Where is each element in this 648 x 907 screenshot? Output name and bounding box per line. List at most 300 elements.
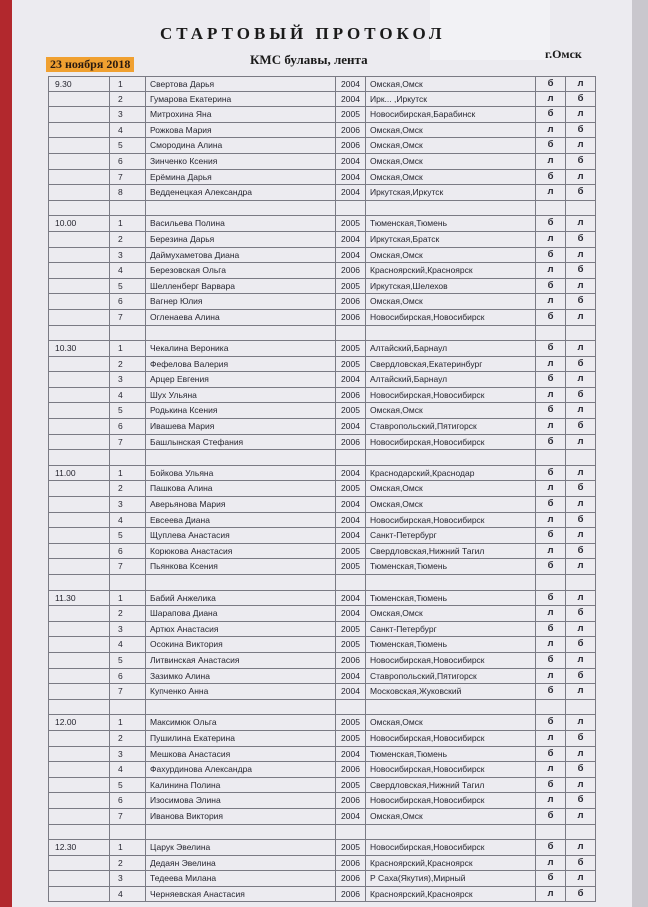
apparatus-order-2: б [566,294,596,309]
birth-year: 2006 [336,856,366,871]
sheet-shadow-edge [632,0,648,907]
empty-cell [146,700,336,715]
start-time [48,637,110,652]
table-row [48,793,596,809]
birth-year: 2006 [336,871,366,886]
birth-year: 2004 [336,684,366,699]
start-time [48,138,110,153]
birth-year: 2005 [336,622,366,637]
start-time [48,403,110,418]
apparatus-order-2: б [566,669,596,684]
birth-year: 2005 [336,216,366,231]
start-time [48,310,110,325]
start-number: 3 [110,497,146,512]
apparatus-order-1: л [536,154,566,169]
start-time [48,294,110,309]
athlete-region: Иркутская,Иркутск [366,185,536,200]
start-number: 4 [110,762,146,777]
start-number: 2 [110,606,146,621]
start-number: 2 [110,92,146,107]
empty-cell [146,201,336,216]
athlete-name: Шелленберг Варвара [146,279,336,294]
table-row [48,591,596,607]
apparatus-order-2: л [566,466,596,481]
table-row [48,637,596,653]
start-number: 7 [110,684,146,699]
apparatus-order-1: л [536,294,566,309]
start-number: 5 [110,279,146,294]
start-number: 4 [110,637,146,652]
start-number: 3 [110,248,146,263]
table-row [48,76,596,92]
start-time: 10.30 [48,341,110,356]
athlete-name: Аверьянова Мария [146,497,336,512]
athlete-name: Рожкова Мария [146,123,336,138]
apparatus-order-2: л [566,840,596,855]
athlete-region: Новосибирская,Барабинск [366,107,536,122]
start-number: 4 [110,123,146,138]
athlete-name: Васильева Полина [146,216,336,231]
table-row [48,92,596,108]
apparatus-order-2: л [566,216,596,231]
birth-year: 2006 [336,310,366,325]
empty-cell [48,450,110,465]
start-number: 3 [110,107,146,122]
start-number: 7 [110,435,146,450]
birth-year: 2005 [336,341,366,356]
start-time [48,747,110,762]
empty-cell [536,326,566,341]
athlete-region: Омская,Омск [366,481,536,496]
apparatus-order-1: л [536,887,566,902]
table-row [48,871,596,887]
apparatus-order-2: л [566,528,596,543]
start-time: 10.00 [48,216,110,231]
table-row [48,294,596,310]
athlete-region: Тюменская,Тюмень [366,747,536,762]
apparatus-order-1: л [536,232,566,247]
apparatus-order-2: б [566,123,596,138]
apparatus-order-1: б [536,170,566,185]
table-row [48,263,596,279]
start-number: 5 [110,403,146,418]
empty-cell [366,201,536,216]
apparatus-order-1: л [536,185,566,200]
empty-cell [336,201,366,216]
start-time [48,731,110,746]
table-row [48,497,596,513]
apparatus-order-1: б [536,372,566,387]
athlete-name: Березина Дарья [146,232,336,247]
start-number: 6 [110,294,146,309]
empty-cell [48,700,110,715]
athlete-region: Иркутская,Братск [366,232,536,247]
apparatus-order-2: б [566,762,596,777]
start-time [48,92,110,107]
event-date: 23 ноября 2018 [46,57,134,72]
start-number: 5 [110,138,146,153]
table-row [48,513,596,529]
apparatus-order-1: б [536,871,566,886]
empty-cell [536,450,566,465]
birth-year: 2005 [336,731,366,746]
table-row [48,528,596,544]
start-time [48,871,110,886]
apparatus-order-1: б [536,528,566,543]
apparatus-order-2: л [566,497,596,512]
athlete-region: Тюменская,Тюмень [366,216,536,231]
athlete-region: Омская,Омск [366,294,536,309]
athlete-region: Омская,Омск [366,497,536,512]
start-number: 7 [110,170,146,185]
start-number: 3 [110,622,146,637]
empty-cell [536,825,566,840]
apparatus-order-1: л [536,123,566,138]
empty-cell [336,700,366,715]
apparatus-order-1: л [536,856,566,871]
table-row [48,279,596,295]
start-number: 7 [110,809,146,824]
table-row [48,403,596,419]
table-row [48,216,596,232]
start-time [48,372,110,387]
athlete-name: Смородина Алина [146,138,336,153]
apparatus-order-2: л [566,77,596,91]
empty-cell [366,825,536,840]
apparatus-order-1: б [536,310,566,325]
athlete-name: Калинина Полина [146,778,336,793]
athlete-name: Шарапова Диана [146,606,336,621]
athlete-name: Пьянкова Ксения [146,559,336,574]
start-number: 3 [110,871,146,886]
apparatus-order-2: б [566,481,596,496]
start-number: 6 [110,669,146,684]
table-row [48,170,596,186]
apparatus-order-2: л [566,684,596,699]
apparatus-order-2: л [566,778,596,793]
apparatus-order-1: л [536,513,566,528]
apparatus-order-2: л [566,107,596,122]
empty-cell [110,700,146,715]
apparatus-order-1: л [536,481,566,496]
athlete-name: Зинченко Ксения [146,154,336,169]
apparatus-order-2: л [566,559,596,574]
athlete-region: Омская,Омск [366,138,536,153]
athlete-region: Новосибирская,Новосибирск [366,513,536,528]
start-time [48,107,110,122]
athlete-name: Гумарова Екатерина [146,92,336,107]
table-row [48,388,596,404]
start-time [48,856,110,871]
birth-year: 2005 [336,481,366,496]
athlete-name: Пушилина Екатерина [146,731,336,746]
athlete-region: Тюменская,Тюмень [366,591,536,606]
table-row [48,559,596,575]
athlete-region: Новосибирская,Новосибирск [366,793,536,808]
athlete-region: Омская,Омск [366,77,536,91]
document-subtitle: КМС булавы, лента [250,52,368,67]
start-time [48,793,110,808]
table-row [48,778,596,794]
table-row [48,606,596,622]
athlete-region: Московская,Жуковский [366,684,536,699]
athlete-name: Зазимко Алина [146,669,336,684]
athlete-name: Митрохина Яна [146,107,336,122]
empty-cell [336,825,366,840]
athlete-name: Дедаян Эвелина [146,856,336,871]
empty-cell [110,201,146,216]
athlete-name: Иванова Виктория [146,809,336,824]
birth-year: 2006 [336,138,366,153]
apparatus-order-2: л [566,591,596,606]
athlete-name: Изосимова Элина [146,793,336,808]
athlete-name: Фефелова Валерия [146,357,336,372]
apparatus-order-2: б [566,388,596,403]
athlete-name: Артюх Анастасия [146,622,336,637]
empty-cell [146,825,336,840]
athlete-region: Омская,Омск [366,403,536,418]
table-row [48,544,596,560]
birth-year: 2006 [336,762,366,777]
empty-cell [566,450,596,465]
apparatus-order-2: л [566,747,596,762]
birth-year: 2004 [336,154,366,169]
athlete-region: Новосибирская,Новосибирск [366,310,536,325]
athlete-name: Фахурдинова Александра [146,762,336,777]
table-row [48,372,596,388]
empty-cell [566,201,596,216]
birth-year: 2005 [336,840,366,855]
empty-cell [336,326,366,341]
start-time [48,513,110,528]
athlete-name: Царук Эвелина [146,840,336,855]
apparatus-order-1: б [536,435,566,450]
apparatus-order-2: б [566,606,596,621]
start-number: 7 [110,310,146,325]
birth-year: 2004 [336,170,366,185]
start-time [48,778,110,793]
empty-cell [146,575,336,590]
athlete-name: Шух Ульяна [146,388,336,403]
athlete-region: Свердловская,Екатеринбург [366,357,536,372]
start-number: 1 [110,341,146,356]
athlete-region: Омская,Омск [366,123,536,138]
start-time [48,809,110,824]
athlete-region: Иркутская,Шелехов [366,279,536,294]
apparatus-order-1: л [536,419,566,434]
table-row [48,887,596,903]
athlete-region: Алтайский,Барнаул [366,372,536,387]
empty-cell [110,575,146,590]
athlete-region: Санкт-Петербург [366,622,536,637]
birth-year: 2005 [336,357,366,372]
birth-year: 2004 [336,77,366,91]
start-time [48,559,110,574]
birth-year: 2004 [336,528,366,543]
athlete-name: Щуплева Анастасия [146,528,336,543]
birth-year: 2004 [336,232,366,247]
athlete-name: Литвинская Анастасия [146,653,336,668]
birth-year: 2006 [336,263,366,278]
start-time [48,154,110,169]
start-number: 6 [110,154,146,169]
apparatus-order-2: б [566,887,596,902]
apparatus-order-2: б [566,856,596,871]
apparatus-order-1: б [536,715,566,730]
apparatus-order-2: б [566,793,596,808]
empty-cell [110,326,146,341]
start-time [48,762,110,777]
start-time: 12.00 [48,715,110,730]
athlete-region: Новосибирская,Новосибирск [366,388,536,403]
birth-year: 2004 [336,591,366,606]
apparatus-order-1: б [536,653,566,668]
start-time [48,481,110,496]
apparatus-order-2: б [566,419,596,434]
athlete-name: Ведденецкая Александра [146,185,336,200]
group-separator-row [48,575,596,591]
start-number: 8 [110,185,146,200]
athlete-region: Омская,Омск [366,809,536,824]
empty-cell [48,825,110,840]
start-time: 12.30 [48,840,110,855]
empty-cell [146,326,336,341]
athlete-region: Омская,Омск [366,170,536,185]
athlete-region: Ставропольский,Пятигорск [366,419,536,434]
empty-cell [366,450,536,465]
start-time [48,606,110,621]
birth-year: 2005 [336,403,366,418]
empty-cell [566,326,596,341]
athlete-name: Ивашева Мария [146,419,336,434]
apparatus-order-2: л [566,435,596,450]
start-protocol-table [48,76,596,902]
empty-cell [336,575,366,590]
table-row [48,747,596,763]
start-time: 11.00 [48,466,110,481]
empty-cell [536,575,566,590]
athlete-region: Омская,Омск [366,715,536,730]
athlete-region: Красноярский,Красноярск [366,856,536,871]
apparatus-order-2: л [566,653,596,668]
apparatus-order-2: б [566,513,596,528]
apparatus-order-1: б [536,778,566,793]
start-number: 4 [110,263,146,278]
athlete-name: Свертова Дарья [146,77,336,91]
apparatus-order-1: б [536,559,566,574]
athlete-name: Мешкова Анастасия [146,747,336,762]
empty-cell [536,700,566,715]
empty-cell [366,575,536,590]
apparatus-order-2: л [566,341,596,356]
apparatus-order-2: л [566,622,596,637]
table-row [48,809,596,825]
start-number: 2 [110,731,146,746]
athlete-region: Омская,Омск [366,154,536,169]
apparatus-order-1: б [536,77,566,91]
table-row [48,435,596,451]
start-number: 4 [110,513,146,528]
start-time [48,669,110,684]
apparatus-order-2: л [566,170,596,185]
athlete-name: Родькина Ксения [146,403,336,418]
apparatus-order-2: л [566,715,596,730]
athlete-region: Новосибирская,Новосибирск [366,435,536,450]
table-row [48,762,596,778]
start-number: 3 [110,747,146,762]
athlete-name: Купченко Анна [146,684,336,699]
athlete-region: Р Саха(Якутия),Мирный [366,871,536,886]
athlete-region: Омская,Омск [366,606,536,621]
birth-year: 2005 [336,559,366,574]
birth-year: 2006 [336,294,366,309]
start-time [48,684,110,699]
athlete-region: Новосибирская,Новосибирск [366,653,536,668]
athlete-name: Бойкова Ульяна [146,466,336,481]
athlete-name: Арцер Евгения [146,372,336,387]
start-number: 5 [110,528,146,543]
birth-year: 2004 [336,747,366,762]
start-time [48,357,110,372]
apparatus-order-1: б [536,466,566,481]
start-time: 9.30 [48,77,110,91]
red-board-edge [0,0,12,907]
table-row [48,856,596,872]
start-number: 1 [110,466,146,481]
empty-cell [566,575,596,590]
start-number: 7 [110,559,146,574]
apparatus-order-1: б [536,341,566,356]
birth-year: 2005 [336,544,366,559]
start-number: 1 [110,715,146,730]
start-number: 4 [110,887,146,902]
start-number: 1 [110,77,146,91]
start-number: 3 [110,372,146,387]
start-time [48,544,110,559]
apparatus-order-2: б [566,92,596,107]
empty-cell [566,825,596,840]
birth-year: 2004 [336,419,366,434]
start-number: 1 [110,216,146,231]
empty-cell [48,575,110,590]
start-time [48,279,110,294]
group-separator-row [48,700,596,716]
table-row [48,731,596,747]
birth-year: 2006 [336,887,366,902]
birth-year: 2005 [336,778,366,793]
start-number: 2 [110,232,146,247]
apparatus-order-1: б [536,591,566,606]
start-number: 2 [110,856,146,871]
table-row [48,185,596,201]
athlete-region: Краснодарский,Краснодар [366,466,536,481]
empty-cell [48,326,110,341]
table-row [48,123,596,139]
apparatus-order-1: л [536,544,566,559]
apparatus-order-1: л [536,388,566,403]
empty-cell [336,450,366,465]
athlete-name: Чекалина Вероника [146,341,336,356]
start-number: 6 [110,793,146,808]
table-row [48,622,596,638]
apparatus-order-1: б [536,622,566,637]
birth-year: 2006 [336,435,366,450]
start-time [48,123,110,138]
birth-year: 2004 [336,497,366,512]
birth-year: 2004 [336,372,366,387]
birth-year: 2004 [336,185,366,200]
start-time [48,419,110,434]
